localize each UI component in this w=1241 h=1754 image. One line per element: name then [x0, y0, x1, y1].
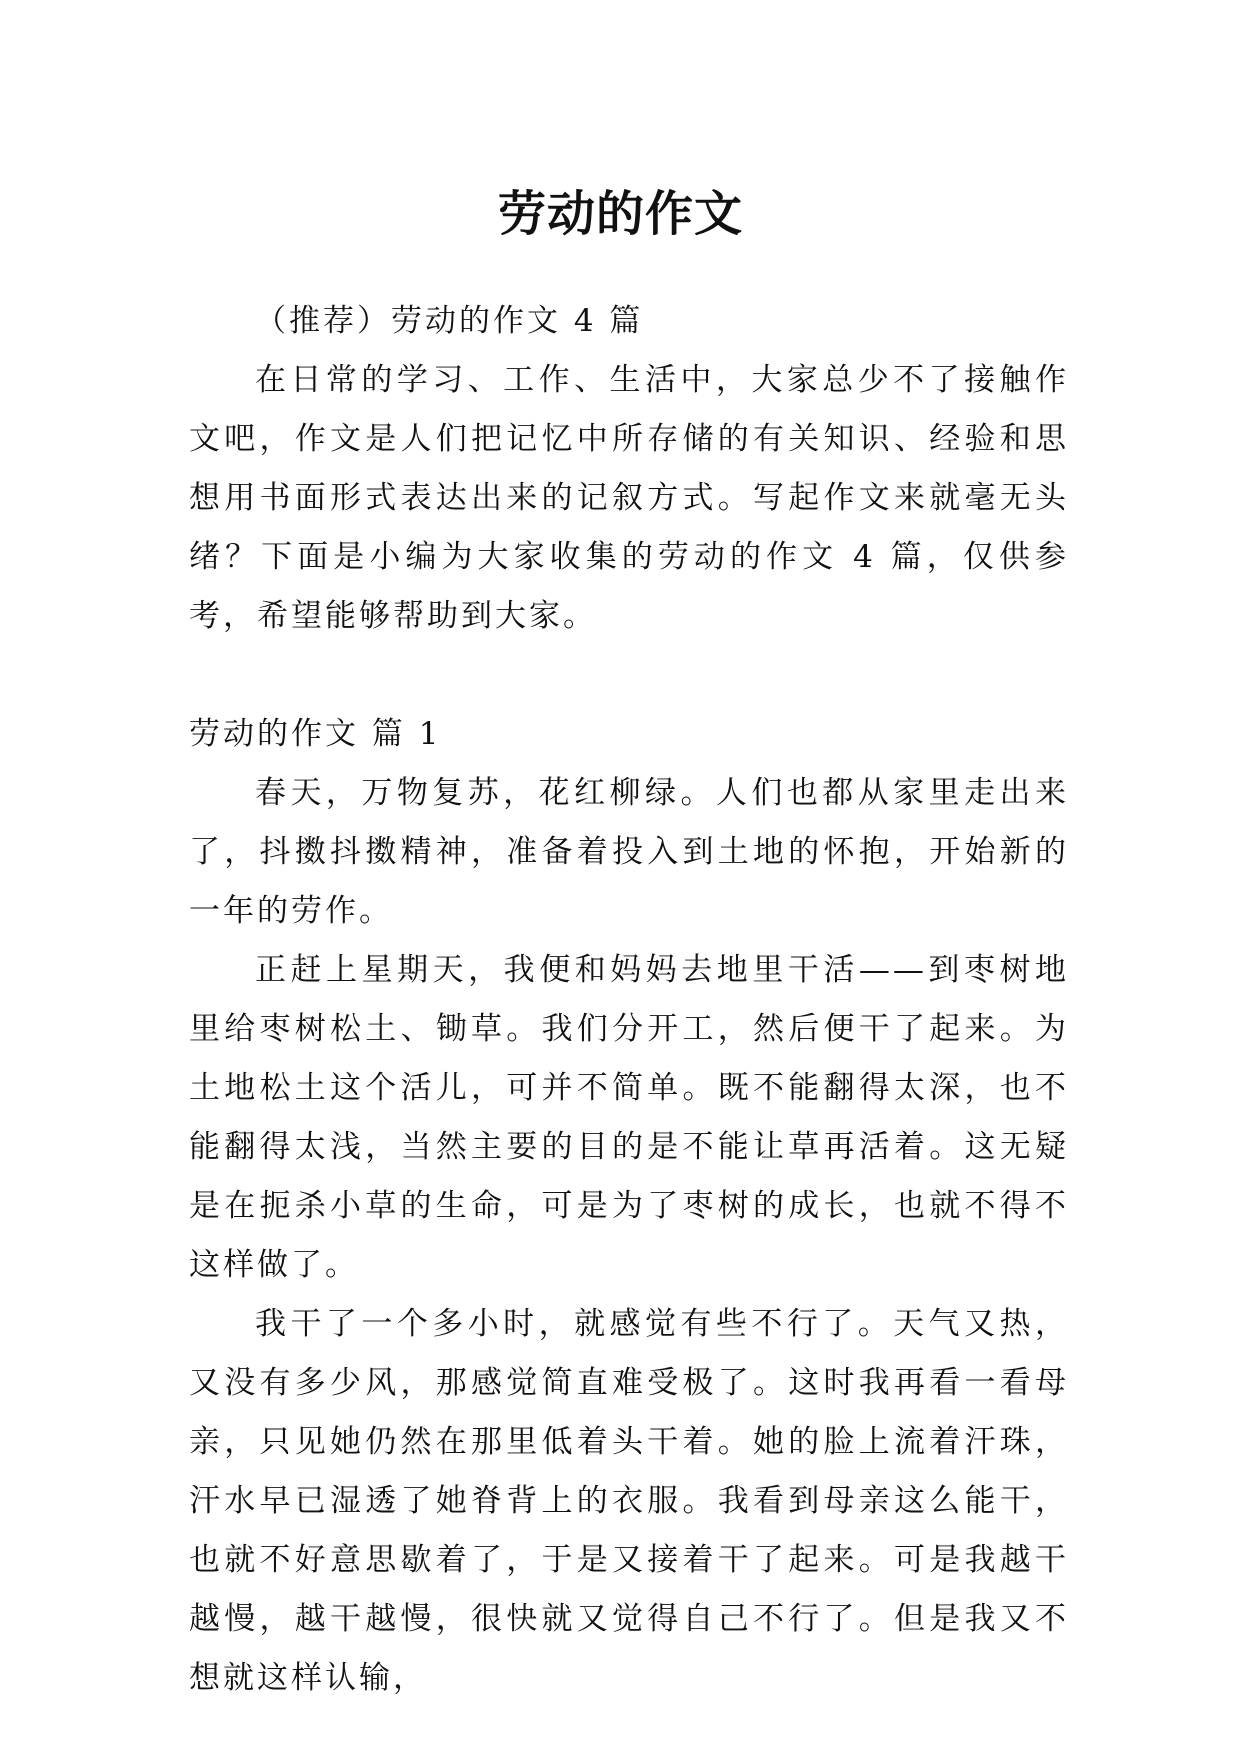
section-spacer: [189, 646, 1069, 705]
body-paragraph: 正赶上星期天，我便和妈妈去地里干活——到枣树地里给枣树松土、锄草。我们分开工，然后便干了起来。为土地松土这个活儿，可并不简单。既不能翻得太深，也不能翻得太浅，当然主要的目的是不能让草再活着。这无疑是在扼杀小草的生命，可是为了枣树的成长，也就不得不这样做了。: [189, 952, 1069, 1283]
intro-paragraph: 在日常的学习、工作、生活中，大家总少不了接触作文吧，作文是人们把记忆中所存储的有关知识、经验和思想用书面形式表达出来的记叙方式。写起作文来就毫无头绪？下面是小编为大家收集的劳动的作文 4 篇，仅供参考，希望能够帮助到大家。: [189, 362, 1069, 634]
body-paragraph: 春天，万物复苏，花红柳绿。人们也都从家里走出来了，抖擞抖擞精神，准备着投入到土地的怀抱，开始新的一年的劳作。: [189, 775, 1069, 929]
body-paragraph: 我干了一个多小时，就感觉有些不行了。天气又热，又没有多少风，那感觉简直难受极了。这时我再看一看母亲，只见她仍然在那里低着头干着。她的脸上流着汗珠，汗水早已湿透了她脊背上的衣服。我看到母亲这么能干，也就不好意思歇着了，于是又接着干了起来。可是我越干越慢，越干越慢，很快就又觉得自己不行了。但是我又不想就这样认输，: [189, 1306, 1069, 1696]
document-body: [189, 292, 1069, 1708]
document-title: 劳动的作文: [497, 186, 743, 243]
intro-subtitle: （推荐）劳动的作文 4 篇: [255, 303, 644, 339]
section-heading: 劳动的作文 篇 1: [189, 716, 442, 752]
